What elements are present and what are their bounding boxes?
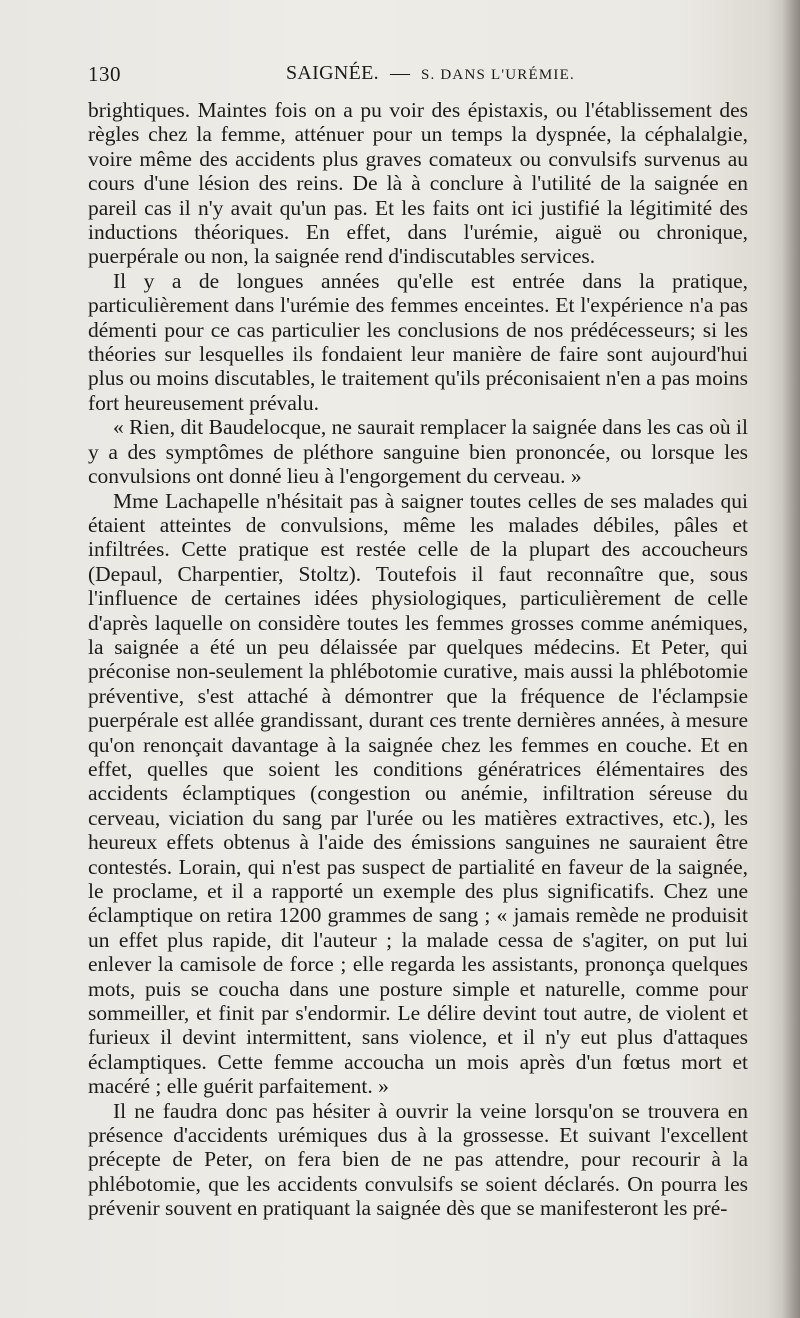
paragraph: Il y a de longues années qu'elle est entrée dans la pratique, particulièrement dans l'urémie des femmes enceintes. Et l'expérience n'a pas démenti pour ce cas particulier les conclusions de nos prédécesseurs; si les théories sur lesquelles ils fondaient leur manière de faire sont aujourd'hui plus ou moins discutables, le traitement qu'ils préconisaient n'en a pas moins fort heureusement prévalu. <box>88 268 748 415</box>
running-head <box>88 62 748 92</box>
page-number: 130 <box>88 62 121 86</box>
title-separator: — <box>389 62 410 84</box>
paragraph: Il ne faudra donc pas hésiter à ouvrir la veine lorsqu'on se trouvera en présence d'accidents urémiques dus à la grossesse. Et suivant l'excellent précepte de Peter, on fera bien de ne pas attendre, pour recourir à la phlébotomie, que les accidents convulsifs se soient déclarés. On pourra les prévenir souvent en pratiquant la saignée dès que se manifesteront les pré- <box>88 1098 748 1221</box>
paragraph-continued: brightiques. Maintes fois on a pu voir des épistaxis, ou l'établissement des règles chez la femme, atténuer pour un temps la dyspnée, la céphalalgie, voire même des accidents plus graves comateux ou convulsifs survenus au cours d'une lésion des reins. De là à conclure à l'utilité de la saignée en pareil cas il n'y avait qu'un pas. Et les faits ont ici justifié la légitimité des inductions théoriques. En effet, dans l'urémie, aiguë ou chronique, puerpérale ou non, la saignée rend d'indiscutables services. <box>88 98 748 269</box>
running-title <box>286 62 575 85</box>
paragraph: Mme Lachapelle n'hésitait pas à saigner toutes celles de ses malades qui étaient atteintes de convulsions, même les malades débiles, pâles et infiltrées. Cette pratique est restée celle de la plupart des accoucheurs (Depaul, Charpentier, Stoltz). Toutefois il faut reconnaître que, sous l'influence de certaines idées physiologiques, particulièrement de celle d'après laquelle on considère toutes les femmes grosses comme anémiques, la saignée a été un peu délaissée par quelques médecins. Et Peter, qui préconise non-seulement la phlébotomie curative, mais aussi la phlébotomie préventive, s'est attaché à démontrer que la fréquence de l'éclampsie puerpérale est allée grandissant, durant ces trente dernières années, à mesure qu'on renonçait davantage à la saignée chez les femmes en couche. Et en effet, quelles que soient les conditions génératrices élémentaires des accidents éclamptiques (congestion ou anémie, infiltration séreuse du cerveau, viciation du sang par l'urée ou les matières extractives, etc.), les heureux effets obtenus à l'aide des émissions sanguines ne sauraient être contestés. Lorain, qui n'est pas suspect de partialité en faveur de la saignée, le proclame, et il a rapporté un exemple des plus significatifs. Chez une éclamptique on retira 1200 grammes de sang ; « jamais remède ne produisit un effet plus rapide, dit l'auteur ; la malade cessa de s'agiter, on put lui enlever la camisole de force ; elle regarda les assistants, prononça quelques mots, puis se coucha dans une posture simple et naturelle, comme pour sommeiller, et finit par s'endormir. Le délire devint tout autre, de violent et furieux il devint intermittent, sans violence, et il n'y eut plus d'attaques éclamptiques. Cette femme accoucha un mois après d'un fœtus mort et macéré ; elle guérit parfaitement. » <box>88 488 748 1099</box>
section-subtitle: S. DANS L'URÉMIE. <box>420 67 575 83</box>
chapter-title: SAIGNÉE. <box>286 62 379 84</box>
paragraph-quotation: « Rien, dit Baudelocque, ne saurait remplacer la saignée dans les cas où il y a des symptômes de pléthore sanguine bien prononcée, ou lorsque les convulsions ont donné lieu à l'engorgement du cerveau. » <box>88 415 748 489</box>
body-text <box>88 98 748 1221</box>
